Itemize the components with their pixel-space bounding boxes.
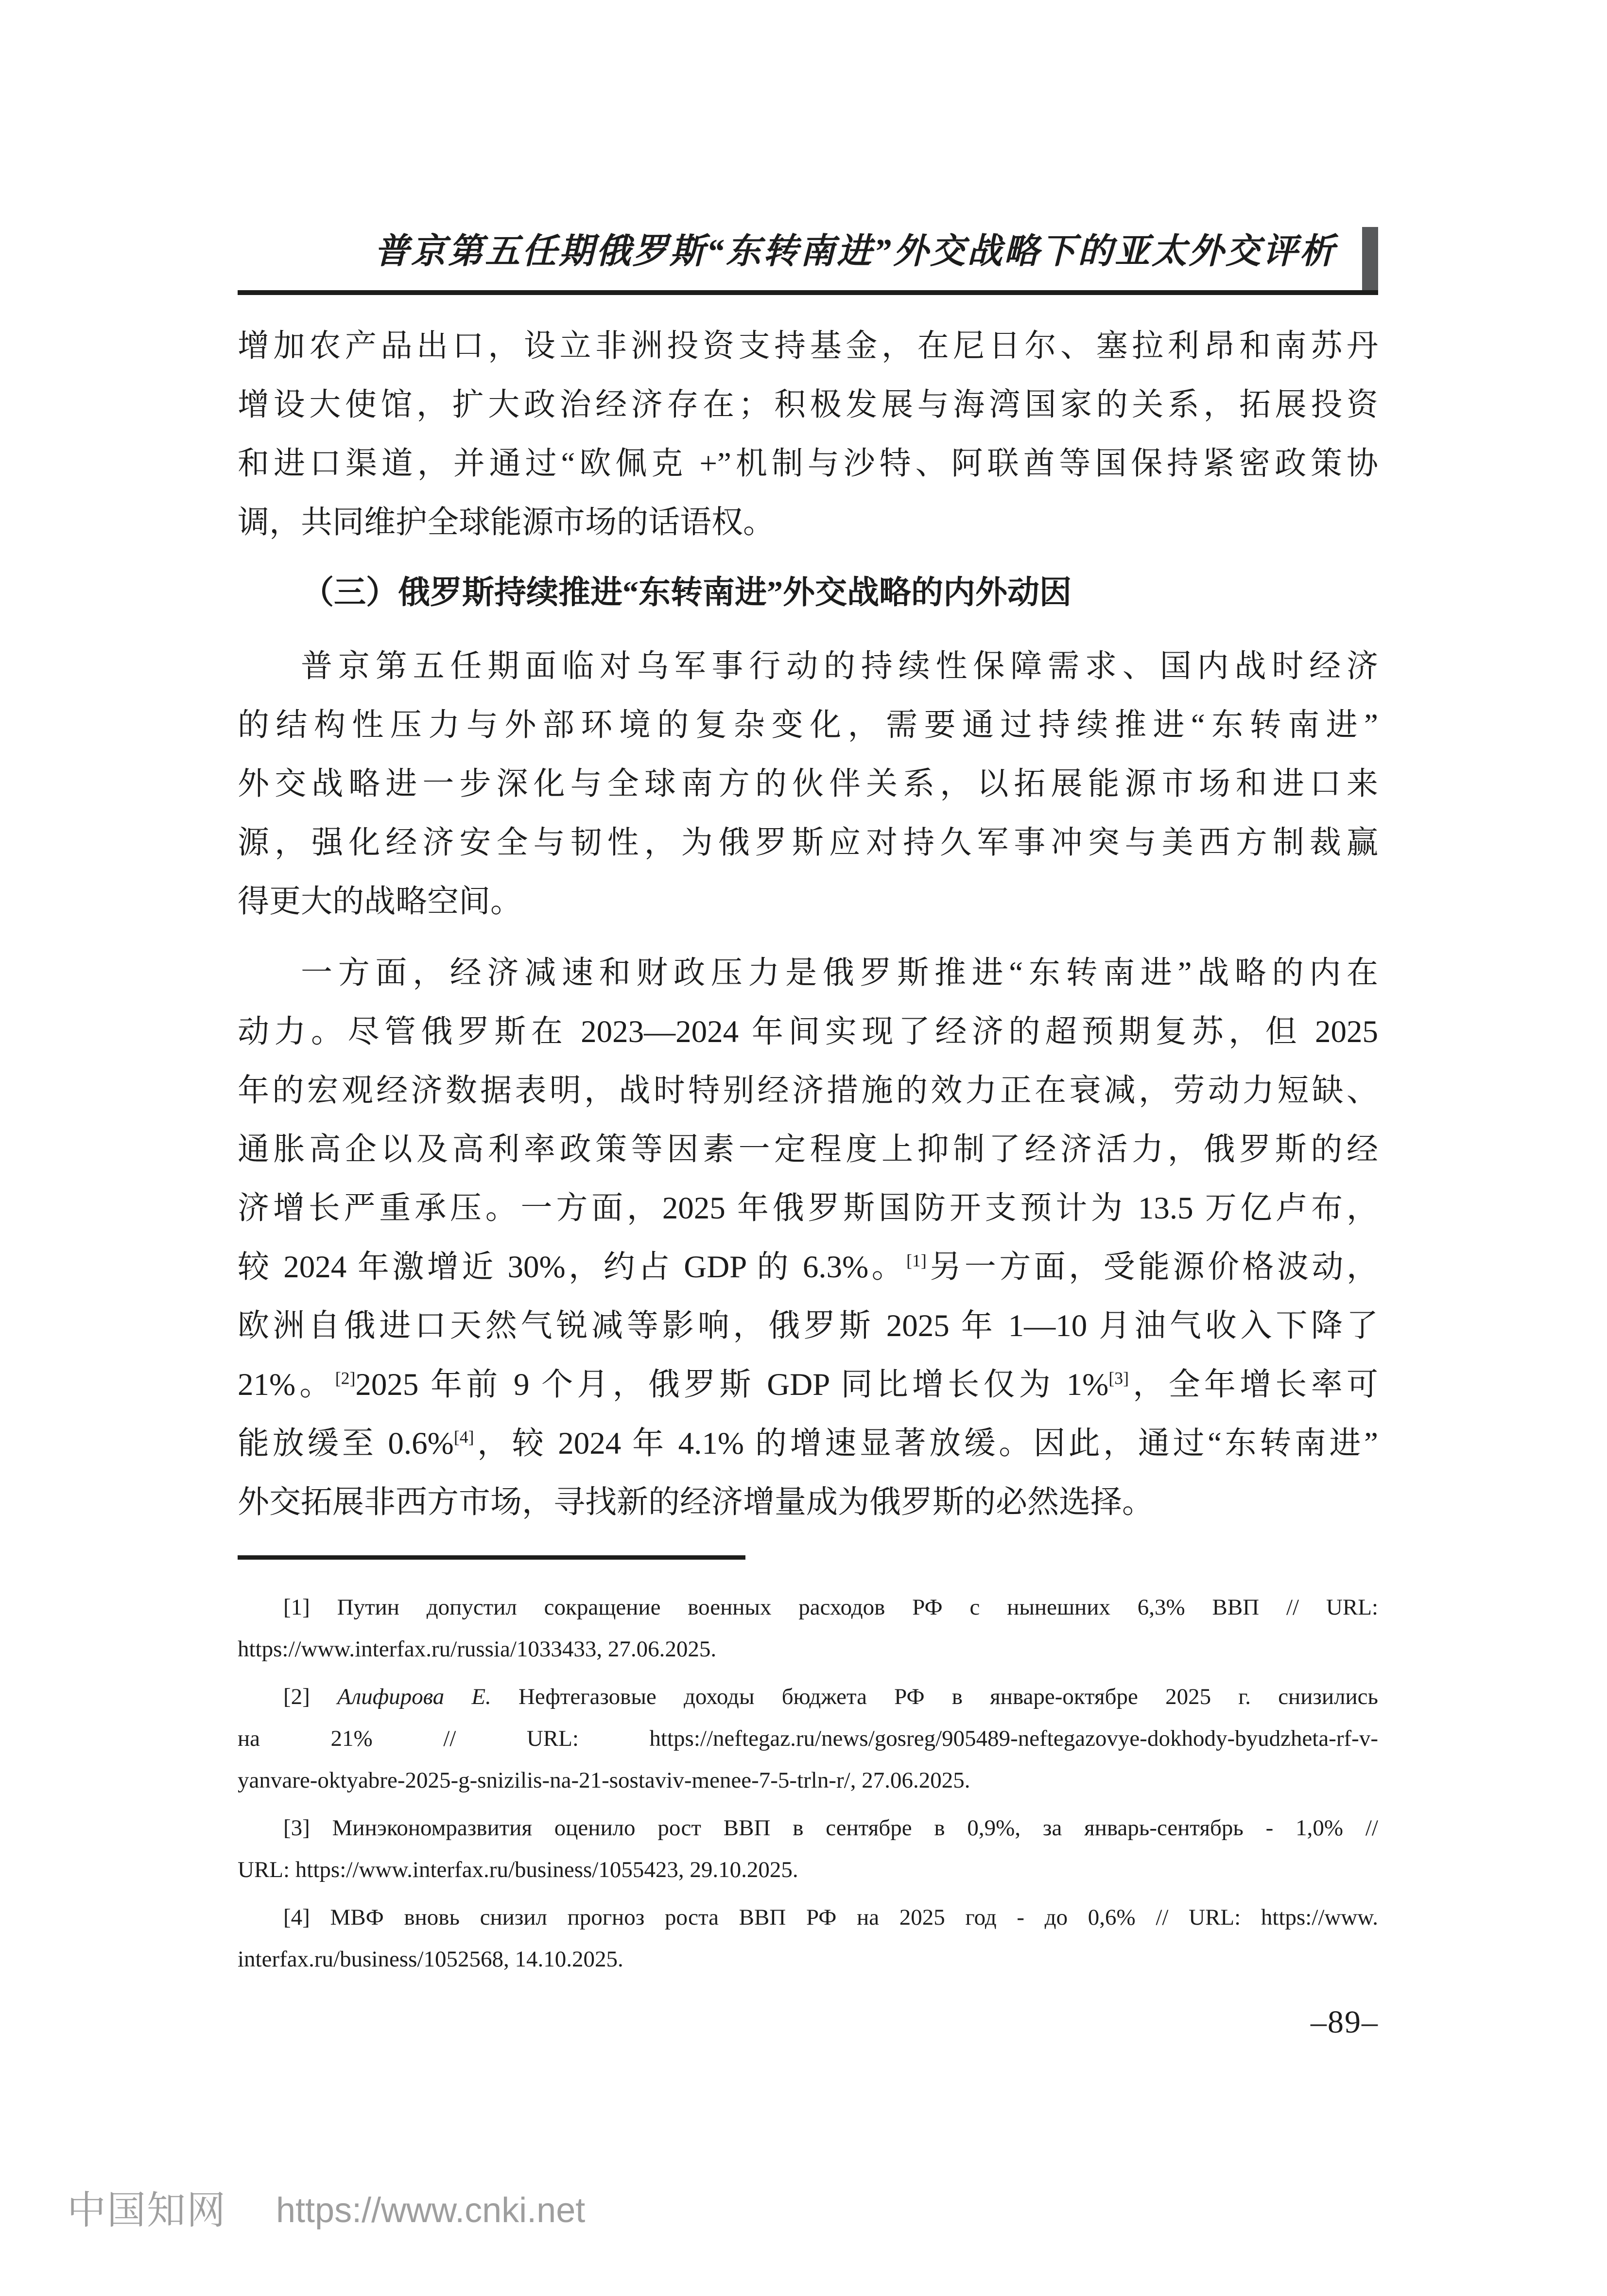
footnote-ref: [2]: [335, 1368, 356, 1388]
paragraph-continuation: [238, 317, 1378, 552]
cnki-url[interactable]: https://www.cnki.net: [276, 2191, 586, 2230]
footnote-line: [4] МВФ вновь снизил прогноз роста ВВП РФ на 2025 год - до 0,6% // URL: https://www.: [283, 1905, 1378, 1930]
text-line: 增设大使馆，扩大政治经济存在；积极发展与海湾国家的关系，拓展投资: [238, 387, 1378, 422]
text-line: 外交拓展非西方市场，寻找新的经济增量成为俄罗斯的必然选择。: [238, 1485, 1154, 1520]
section-heading: （三）俄罗斯持续推进“东转南进”外交战略的内外动因: [302, 575, 1071, 610]
footnote-line: yanvare-oktyabre-2025-g-snizilis-na-21-sostaviv-menee-7-5-trln-r/, 27.06.2025.: [238, 1768, 970, 1793]
text-line: 外交战略进一步深化与全球南方的伙伴关系，以拓展能源市场和进口来: [238, 766, 1378, 801]
footnote-line: [1] Путин допустил сокращение военных расходов РФ с нынешних 6,3% ВВП // URL:: [283, 1595, 1378, 1620]
text-line: 通胀高企以及高利率政策等因素一定程度上抑制了经济活力，俄罗斯的经: [238, 1132, 1378, 1167]
paragraph: [238, 944, 1378, 1532]
footnote-line: interfax.ru/business/1052568, 14.10.2025.: [238, 1947, 623, 1972]
footnote: [238, 1896, 1378, 1980]
footnote: [238, 1676, 1378, 1801]
page-number: –89–: [1311, 2004, 1379, 2040]
footnote-ref: [3]: [1108, 1368, 1129, 1388]
article-body: [238, 317, 1378, 1532]
text-line: 调，共同维护全球能源市场的话语权。: [238, 505, 775, 540]
footnote: [238, 1807, 1378, 1891]
text-line: 和进口渠道，并通过“欧佩克 +”机制与沙特、阿联酋等国保持紧密政策协: [238, 446, 1378, 481]
footnote-line: [3] Минэкономразвития оценило рост ВВП в сентябре в 0,9%, за январь-сентябрь - 1,0% //: [283, 1815, 1378, 1841]
text-line: 较 2024 年激增近 30%，约占 GDP 的 6.3%。[1]另一方面，受能源价格波动，: [238, 1250, 1378, 1285]
text-line: 的结构性压力与外部环境的复杂变化，需要通过持续推进“东转南进”: [238, 708, 1378, 743]
footnote-separator: [238, 1555, 745, 1560]
header-running-title: 普京第五任期俄罗斯“东转南进”外交战略下的亚太外交评析: [374, 232, 1336, 271]
footnote-line: на 21% // URL: https://neftegaz.ru/news/gosreg/905489-neftegazovye-dokhody-byudzheta-rf-v-: [238, 1726, 1378, 1751]
footnote-line: https://www.interfax.ru/russia/1033433, 27.06.2025.: [238, 1636, 717, 1662]
text-line: 能放缓至 0.6%[4]，较 2024 年 4.1% 的增速显著放缓。因此，通过“东转南进”: [238, 1426, 1378, 1461]
text-line: 济增长严重承压。一方面，2025 年俄罗斯国防开支预计为 13.5 万亿卢布，: [238, 1191, 1378, 1226]
header-rule: [238, 290, 1378, 295]
text-line: 欧洲自俄进口天然气锐减等影响，俄罗斯 2025 年 1—10 月油气收入下降了: [238, 1308, 1378, 1343]
footnotes: [238, 1586, 1378, 1986]
footer: [67, 2187, 585, 2234]
text-line: 一方面，经济减速和财政压力是俄罗斯推进“东转南进”战略的内在: [301, 956, 1378, 991]
paragraph: [238, 637, 1378, 931]
text-line: 21%。[2]2025 年前 9 个月，俄罗斯 GDP 同比增长仅为 1%[3]，全年增长率可: [238, 1367, 1378, 1402]
footnote: [238, 1586, 1378, 1670]
cnki-logo-text: 中国知网: [67, 2189, 226, 2232]
footnote-line: [2] Алифирова Е. Нефтегазовые доходы бюджета РФ в январе-октябре 2025 г. снизились: [283, 1684, 1378, 1709]
text-line: 动力。尽管俄罗斯在 2023—2024 年间实现了经济的超预期复苏，但 2025: [238, 1014, 1378, 1049]
text-line: 源，强化经济安全与韧性，为俄罗斯应对持久军事冲突与美西方制裁赢: [238, 825, 1378, 860]
text-line: 得更大的战略空间。: [238, 884, 522, 919]
text-line: 年的宏观经济数据表明，战时特别经济措施的效力正在衰减，劳动力短缺、: [238, 1073, 1378, 1108]
text-line: 增加农产品出口，设立非洲投资支持基金，在尼日尔、塞拉利昂和南苏丹: [238, 329, 1378, 364]
text-line: 普京第五任期面临对乌军事行动的持续性保障需求、国内战时经济: [301, 649, 1378, 684]
footnote-line: URL: https://www.interfax.ru/business/1055423, 29.10.2025.: [238, 1857, 798, 1882]
header-accent-bar: [1362, 227, 1378, 292]
footnote-ref: [1]: [906, 1251, 927, 1270]
footnote-ref: [4]: [453, 1427, 474, 1447]
